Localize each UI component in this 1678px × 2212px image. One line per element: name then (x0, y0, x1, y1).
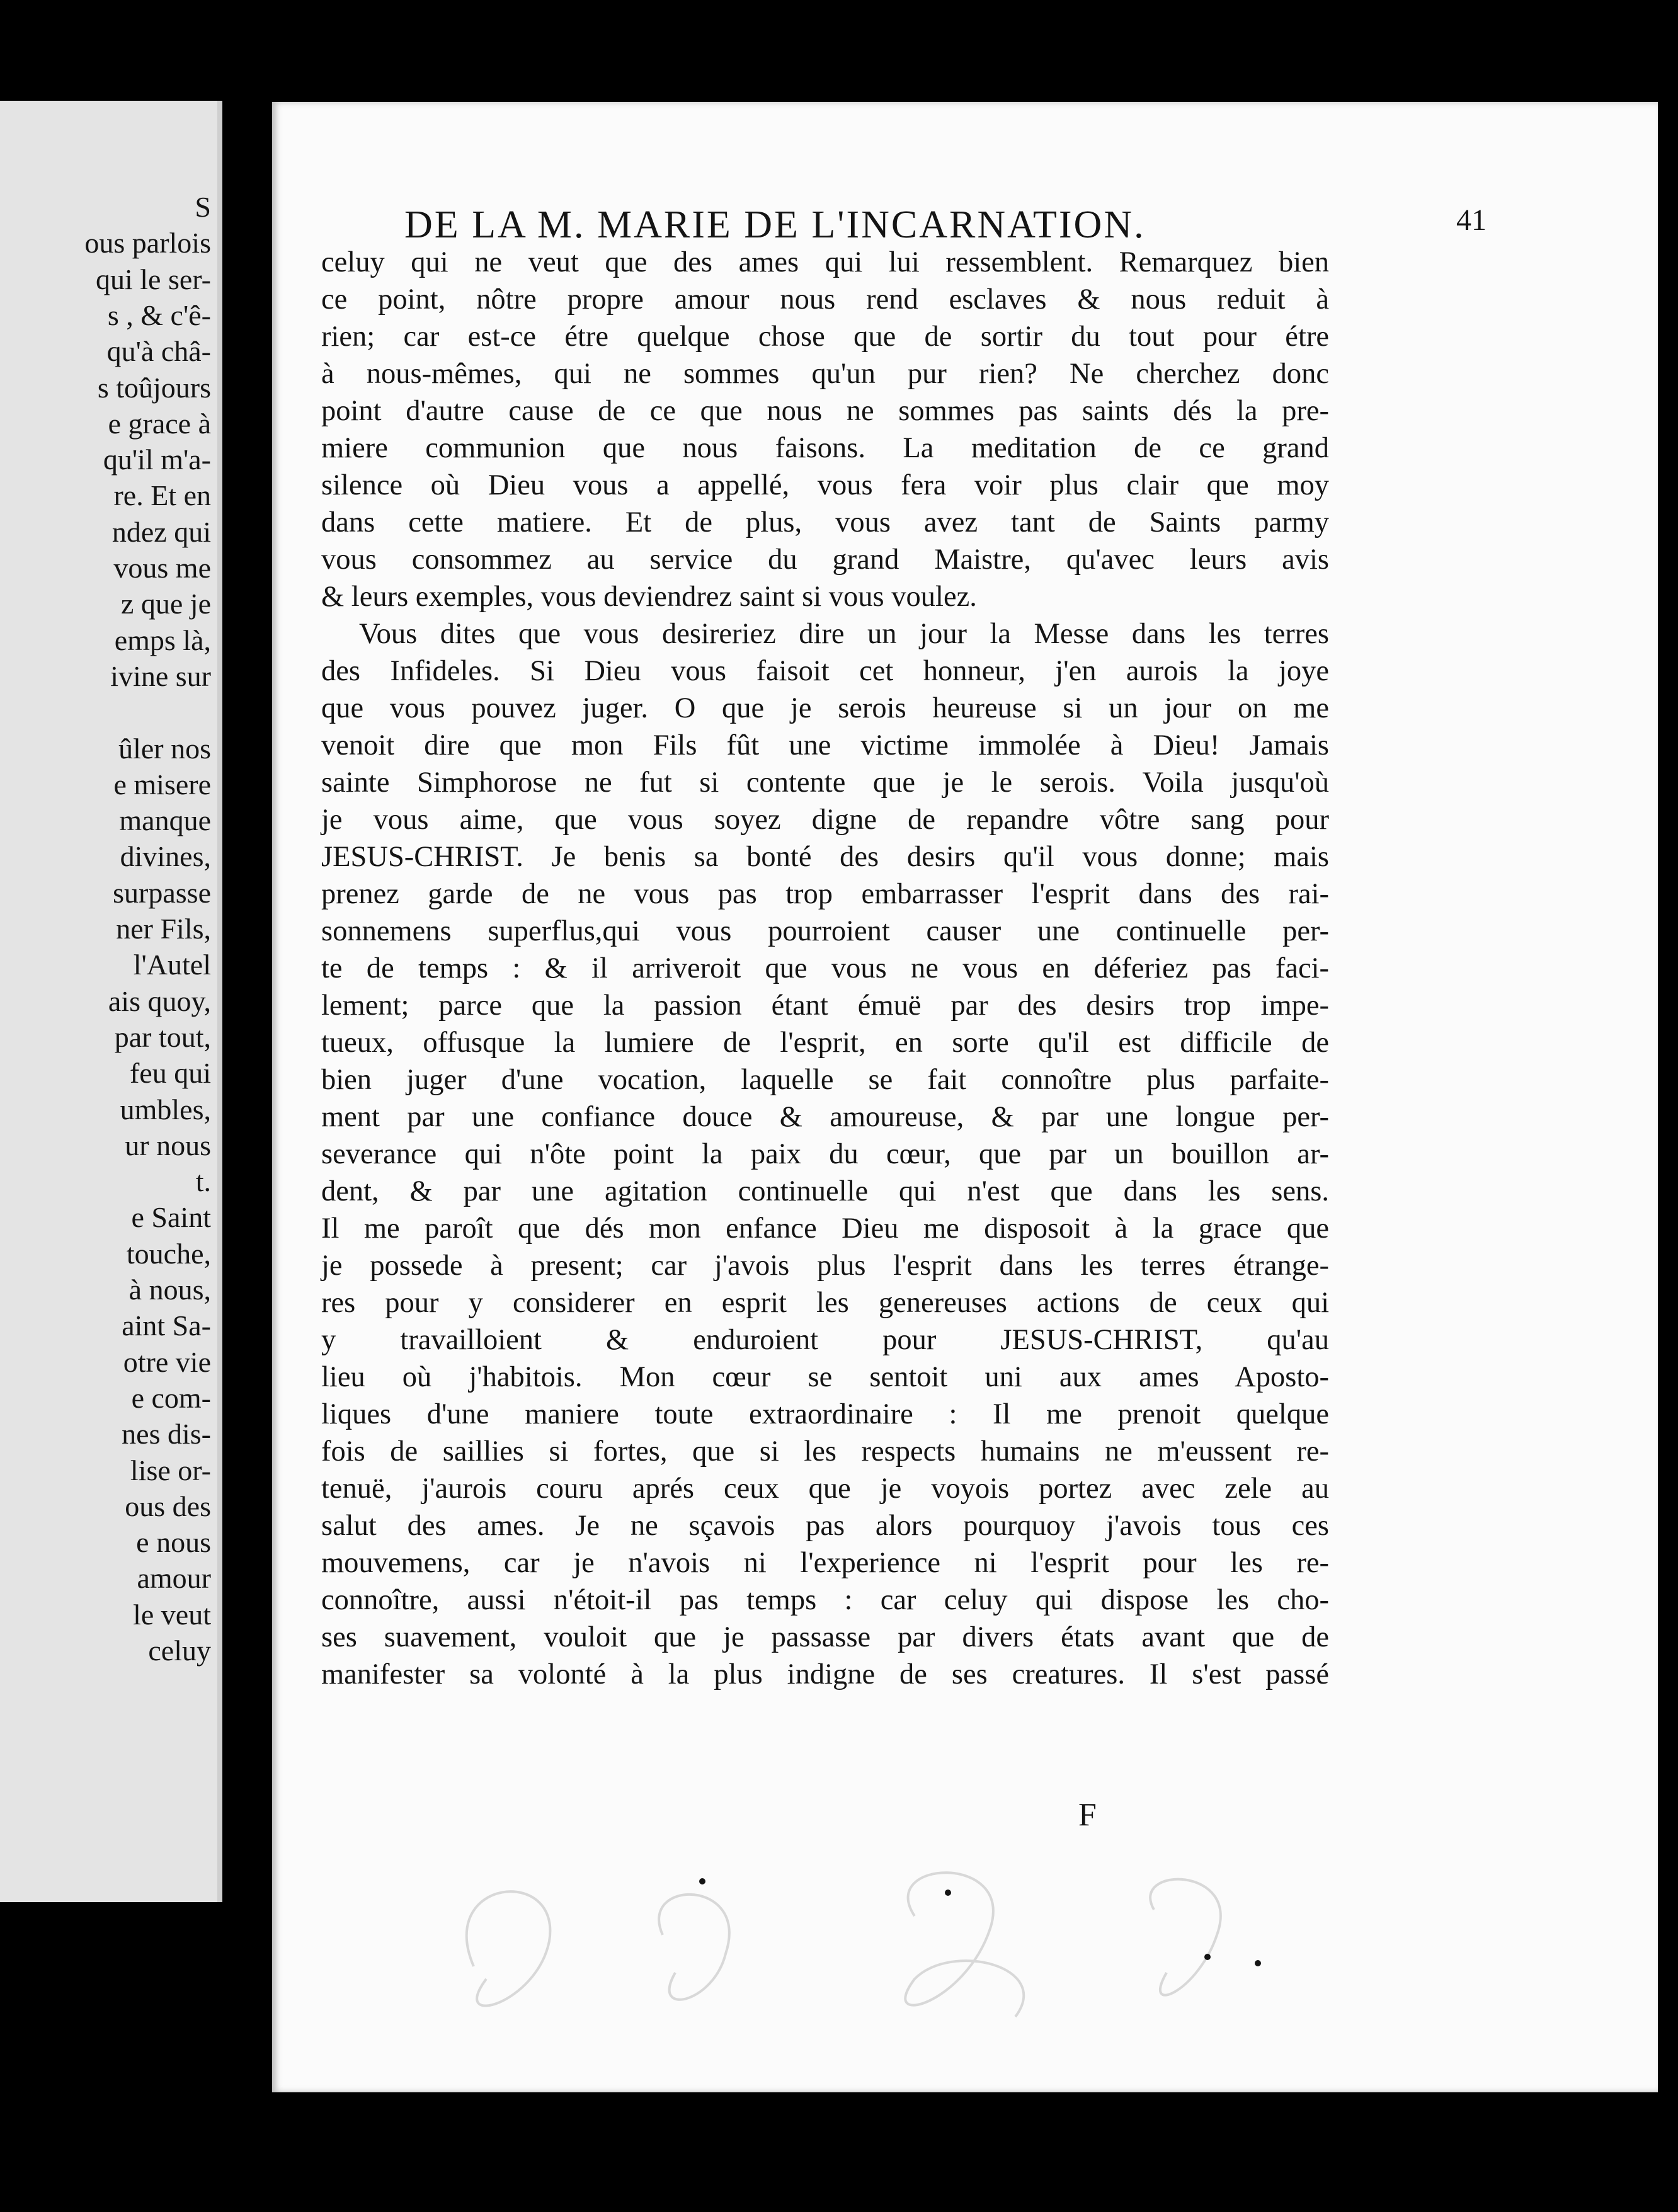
left-page-line: nes dis- (122, 1418, 211, 1451)
left-page-line: celuy (148, 1634, 211, 1667)
left-page-line: ur nous (125, 1129, 211, 1161)
body-line: sainte Simphorose ne fut si contente que je le serois. Voila jusqu'où (321, 767, 1329, 799)
left-page-line: manque (119, 804, 211, 837)
left-page-line: surpasse (113, 876, 211, 909)
left-page-line: à nous, (128, 1274, 211, 1306)
body-line: dent, & par une agitation continuelle qui n'est que dans les sens. (321, 1175, 1329, 1207)
body-line: manifester sa volonté à la plus indigne de ses creatures. Il s'est passé (321, 1658, 1329, 1690)
left-page-line: z que je (120, 588, 211, 620)
left-page-line: umbles, (120, 1093, 211, 1126)
body-line: vous consommez au service du grand Maistre, qu'avec leurs avis (321, 544, 1329, 576)
body-line: rien; car est-ce étre quelque chose que de sortir du tout pour étre (321, 321, 1329, 353)
body-line: connoître, aussi n'étoit-il pas temps : car celuy qui dispose les cho- (321, 1584, 1329, 1616)
ink-speck (945, 1890, 951, 1896)
body-line: ment par une confiance douce & amoureuse, & par une longue per- (321, 1101, 1329, 1133)
left-page-line: S (195, 191, 211, 223)
body-line: ce point, nôtre propre amour nous rend esclaves & nous reduit à (321, 283, 1329, 316)
body-line: sonnemens superflus,qui vous pourroient causer une continuelle per- (321, 915, 1329, 947)
body-line: liques d'une maniere toute extraordinaire : Il me prenoit quelque (321, 1398, 1329, 1430)
body-line: severance qui n'ôte point la paix du cœur, que par un bouillon ar- (321, 1138, 1329, 1170)
left-page-line: ous parlois (84, 227, 211, 259)
watermark-flourish (398, 1840, 1469, 2048)
body-line: prenez garde de ne vous pas trop embarrasser l'esprit dans des rai- (321, 878, 1329, 910)
left-page-line: ivine sur (110, 659, 211, 692)
left-page-line: ais quoy, (108, 984, 211, 1017)
body-line: miere communion que nous faisons. La meditation de ce grand (321, 432, 1329, 464)
left-page-line: e misere (113, 768, 211, 801)
body-line: point d'autre cause de ce que nous ne sommes pas saints dés la pre- (321, 395, 1329, 427)
left-page-line: qui le ser- (95, 263, 211, 295)
left-page-line: e Saint (131, 1201, 211, 1234)
left-page-line: ous des (125, 1490, 211, 1522)
left-page-line: aint Sa- (122, 1309, 211, 1342)
left-page-line: touche, (126, 1237, 211, 1270)
left-page-line: e grace à (108, 407, 211, 440)
body-line: y travailloient & enduroient pour JESUS-CHRIST, qu'au (321, 1324, 1329, 1356)
left-page-line: l'Autel (133, 949, 211, 981)
body-line: je vous aime, que vous soyez digne de repandre vôtre sang pour (321, 804, 1329, 836)
body-line: celuy qui ne veut que des ames qui lui ressemblent. Remarquez bien (321, 246, 1329, 278)
left-page-line: t. (195, 1165, 211, 1198)
body-line: silence où Dieu vous a appellé, vous fera voir plus clair que moy (321, 469, 1329, 501)
running-head (404, 203, 1582, 248)
left-page-line: ndez qui (111, 515, 211, 548)
body-line: lieu où j'habitois. Mon cœur se sentoit uni aux ames Aposto- (321, 1361, 1329, 1393)
left-page-line: otre vie (123, 1345, 211, 1378)
body-line: mouvemens, car je n'avois ni l'experience ni l'esprit pour les re- (321, 1547, 1329, 1579)
left-page-fragment (0, 101, 222, 1902)
left-page-line: qu'il m'a- (103, 443, 211, 476)
body-line: res pour y considerer en esprit les genereuses actions de ceux qui (321, 1287, 1329, 1319)
left-page-line: amour (137, 1562, 211, 1595)
left-page-line: re. Et en (113, 479, 211, 512)
left-page-line: ner Fils, (116, 913, 211, 945)
body-line: venoit dire que mon Fils fût une victime immolée à Dieu! Jamais (321, 729, 1329, 761)
left-page-line: lise or- (130, 1454, 211, 1486)
left-page-line: emps là, (114, 624, 211, 656)
body-line: fois de saillies si fortes, que si les respects humains ne m'eussent re- (321, 1435, 1329, 1468)
left-page-line: s , & c'ê- (107, 299, 211, 331)
body-line: tueux, offusque la lumiere de l'esprit, en sorte qu'il est difficile de (321, 1027, 1329, 1059)
body-line: à nous-mêmes, qui ne sommes qu'un pur rien? Ne cherchez donc (321, 358, 1329, 390)
body-line: je possede à present; car j'avois plus l'esprit dans les terres étrange- (321, 1250, 1329, 1282)
body-line: & leurs exemples, vous deviendrez saint si vous voulez. (321, 581, 977, 613)
left-page-line: e nous (136, 1526, 211, 1559)
body-line: ses suavement, vouloit que je passasse par divers états avant que de (321, 1621, 1329, 1653)
page-number: 41 (1456, 203, 1487, 237)
left-page-line: s toûjours (97, 371, 211, 404)
body-line: Il me paroît que dés mon enfance Dieu me disposoit à la grace que (321, 1212, 1329, 1245)
signature-mark: F (1078, 1797, 1097, 1833)
left-page-line: feu qui (129, 1057, 211, 1090)
body-line: Vous dites que vous desireriez dire un jour la Messe dans les terres (359, 618, 1329, 650)
body-line: dans cette matiere. Et de plus, vous avez tant de Saints parmy (321, 506, 1329, 539)
right-page (272, 102, 1658, 2092)
body-line: des Infideles. Si Dieu vous faisoit cet honneur, j'en aurois la joye (321, 655, 1329, 687)
body-line: te de temps : & il arriveroit que vous ne vous en déferiez pas faci- (321, 952, 1329, 984)
ink-speck (1255, 1960, 1261, 1966)
left-page-line: ûler nos (118, 732, 211, 765)
left-page-line: vous me (113, 552, 211, 584)
left-page-line: divines, (120, 840, 211, 873)
body-line: tenuë, j'aurois couru aprés ceux que je voyois portez avec zele au (321, 1473, 1329, 1505)
body-line: JESUS-CHRIST. Je benis sa bonté des desirs qu'il vous donne; mais (321, 841, 1329, 873)
left-page-line: e com- (131, 1381, 211, 1414)
ink-speck (1204, 1954, 1211, 1960)
body-line: salut des ames. Je ne sçavois pas alors pourquoy j'avois tous ces (321, 1510, 1329, 1542)
body-line: que vous pouvez juger. O que je serois heureuse si un jour on me (321, 692, 1329, 724)
body-line: bien juger d'une vocation, laquelle se fait connoître plus parfaite- (321, 1064, 1329, 1096)
left-page-line: qu'à châ- (106, 335, 211, 368)
left-page-line: le veut (133, 1598, 211, 1631)
body-line: lement; parce que la passion étant émuë par des desirs trop impe- (321, 989, 1329, 1022)
left-page-line: par tout, (114, 1020, 211, 1053)
ink-speck (699, 1878, 705, 1884)
running-head-text: DE LA M. MARIE DE L'INCARNATION. (404, 203, 1146, 246)
body-text (321, 244, 1329, 1693)
